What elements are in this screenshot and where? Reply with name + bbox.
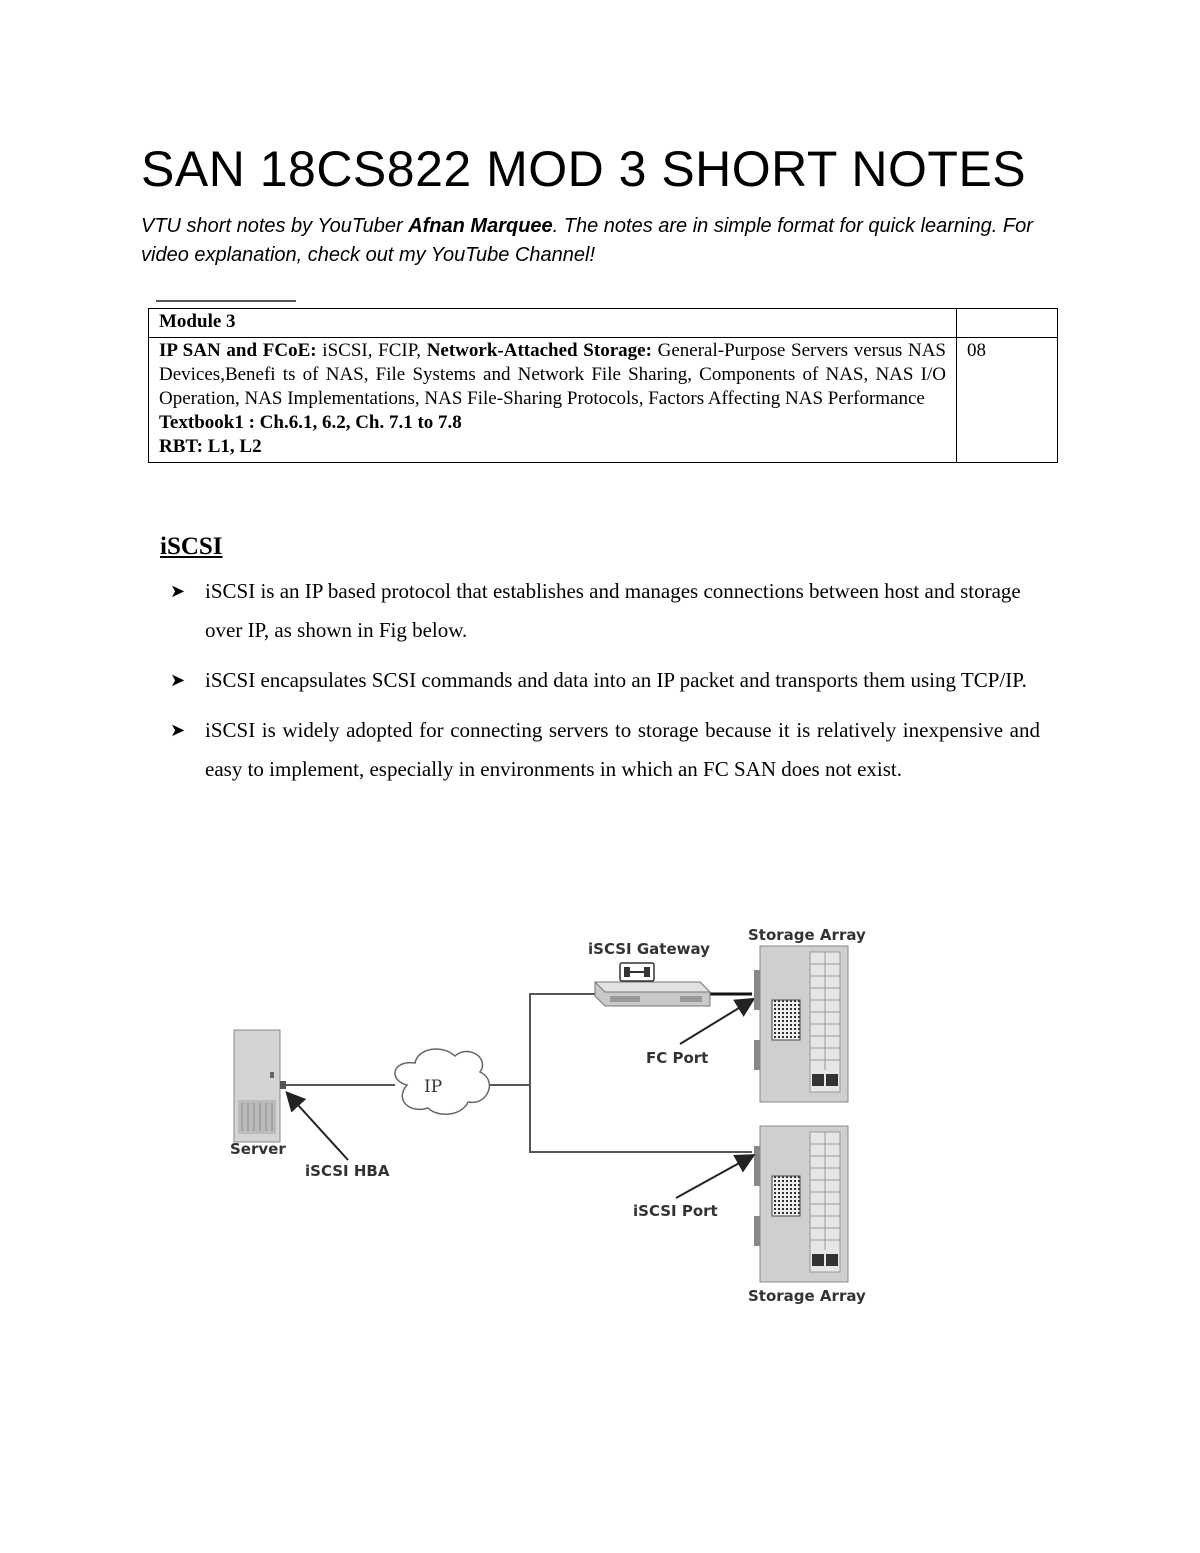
ip-label: IP <box>424 1077 443 1097</box>
cropped-row-remnant <box>156 298 296 303</box>
list-item: ➤ iSCSI is an IP based protocol that establishes and manages connections between host and storage over IP, as shown in Fig below. <box>170 572 1040 650</box>
iscsi-port-label: iSCSI Port <box>633 1202 718 1220</box>
page-title: SAN 18CS822 MOD 3 SHORT NOTES <box>141 141 1027 197</box>
fc-port-arrow <box>680 1000 752 1044</box>
hours-cell: 08 <box>957 338 1058 463</box>
hba-arrow <box>288 1094 348 1160</box>
iscsi-topology-diagram <box>210 920 890 1320</box>
fc-port-label: FC Port <box>646 1049 709 1067</box>
syllabus-table <box>148 308 1058 463</box>
iscsi-port-arrow <box>676 1156 752 1198</box>
bullet-list <box>170 572 1040 800</box>
list-item: ➤ iSCSI encapsulates SCSI commands and data into an IP packet and transports them using TCP/IP. <box>170 661 1040 700</box>
server-icon <box>234 1030 286 1142</box>
storage-array-top-label: Storage Array <box>748 926 866 944</box>
storage-array-icon <box>754 1126 848 1282</box>
module-header-cell: Module 3 <box>149 309 957 338</box>
arrowhead-bullet-icon: ➤ <box>170 581 186 601</box>
iscsi-gateway-label: iSCSI Gateway <box>588 940 710 958</box>
storage-array-bottom-label: Storage Array <box>748 1287 866 1305</box>
ip-cloud-icon <box>395 1049 489 1114</box>
storage-array-icon <box>754 946 848 1102</box>
table-row <box>149 338 1058 463</box>
arrowhead-bullet-icon: ➤ <box>170 670 186 690</box>
author-name: Afnan Marquee <box>408 215 553 237</box>
empty-cell <box>957 309 1058 338</box>
arrowhead-bullet-icon: ➤ <box>170 720 186 740</box>
textbook-reference: Textbook1 : Ch.6.1, 6.2, Ch. 7.1 to 7.8 <box>159 412 462 433</box>
module-topics: IP SAN and FCoE: iSCSI, FCIP, Network-Attached Storage: General-Purpose Servers versus NAS Devices,Benefi ts of NAS, File Systems and Network File Sharing, Components of NAS, NAS I/O Operation, NAS Implementations, NAS File-Sharing Protocols, Factors Affecting NAS Performance <box>159 340 946 409</box>
table-row <box>149 309 1058 338</box>
ip-storage-link <box>530 1085 752 1152</box>
intro-text: VTU short notes by YouTuber Afnan Marquee. The notes are in simple format for quick learning. For video explanation, check out my YouTube Channel! <box>141 215 1033 266</box>
module-content-cell <box>149 338 957 463</box>
ip-gateway-link <box>478 994 595 1085</box>
section-heading: iSCSI <box>160 533 223 560</box>
iscsi-hba-label: iSCSI HBA <box>305 1162 390 1180</box>
rbt-level: RBT: L1, L2 <box>159 436 262 457</box>
list-item: ➤ iSCSI is widely adopted for connecting servers to storage because it is relatively inexpensive and easy to implement, especially in environments in which an FC SAN does not exist. <box>170 711 1040 789</box>
server-label: Server <box>230 1140 286 1158</box>
iscsi-gateway-icon <box>595 963 710 1006</box>
